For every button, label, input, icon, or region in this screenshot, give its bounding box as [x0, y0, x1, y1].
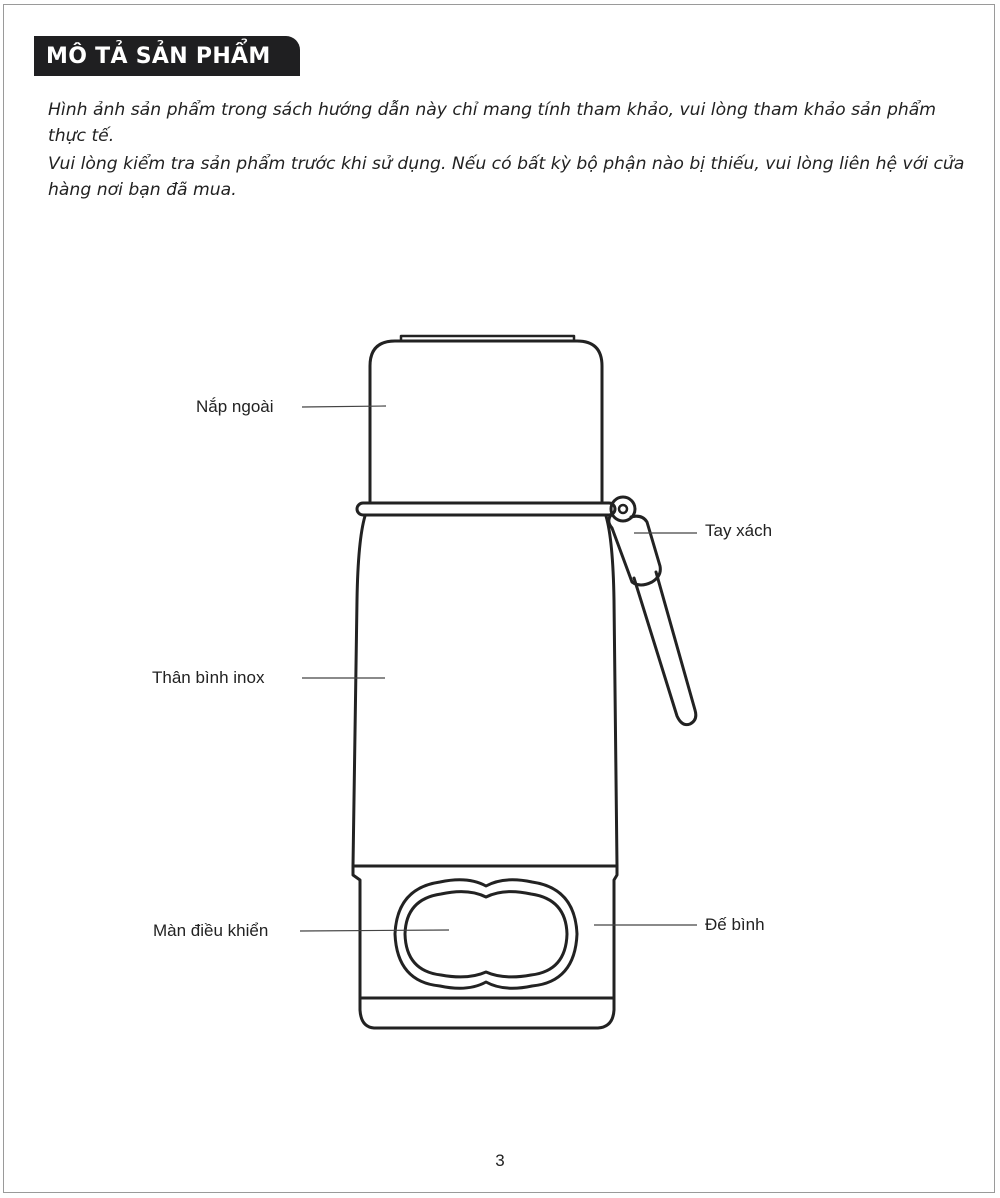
bottle-body — [353, 516, 617, 866]
leader-line — [302, 406, 386, 407]
intro-paragraph: Vui lòng kiểm tra sản phẩm trước khi sử dụng. Nếu có bất kỳ bộ phận nào bị thiếu, vui lòng liên hệ với cửa hàng nơi bạn đã mua. — [48, 154, 965, 200]
label-handle: Tay xách — [705, 521, 773, 540]
handle-bar — [634, 572, 696, 725]
label-control-panel: Màn điều khiển — [153, 921, 269, 940]
label-body: Thân bình inox — [152, 668, 265, 687]
bottle-base — [353, 866, 617, 1028]
label-outer-lid: Nắp ngoài — [196, 397, 274, 416]
section-title: MÔ TẢ SẢN PHẨM — [34, 36, 300, 76]
handle-hinge-pin — [619, 505, 627, 513]
leader-line — [300, 930, 449, 931]
control-panel-inner — [405, 892, 567, 977]
intro-paragraph: Hình ảnh sản phẩm trong sách hướng dẫn này chỉ mang tính tham khảo, vui lòng tham khảo sản phẩm thực tế. — [48, 100, 937, 146]
label-base: Đế bình — [705, 915, 765, 934]
outer-lid — [370, 341, 602, 501]
collar-ring — [357, 503, 615, 515]
page-number: 3 — [495, 1151, 505, 1170]
handle-bracket — [609, 513, 661, 585]
